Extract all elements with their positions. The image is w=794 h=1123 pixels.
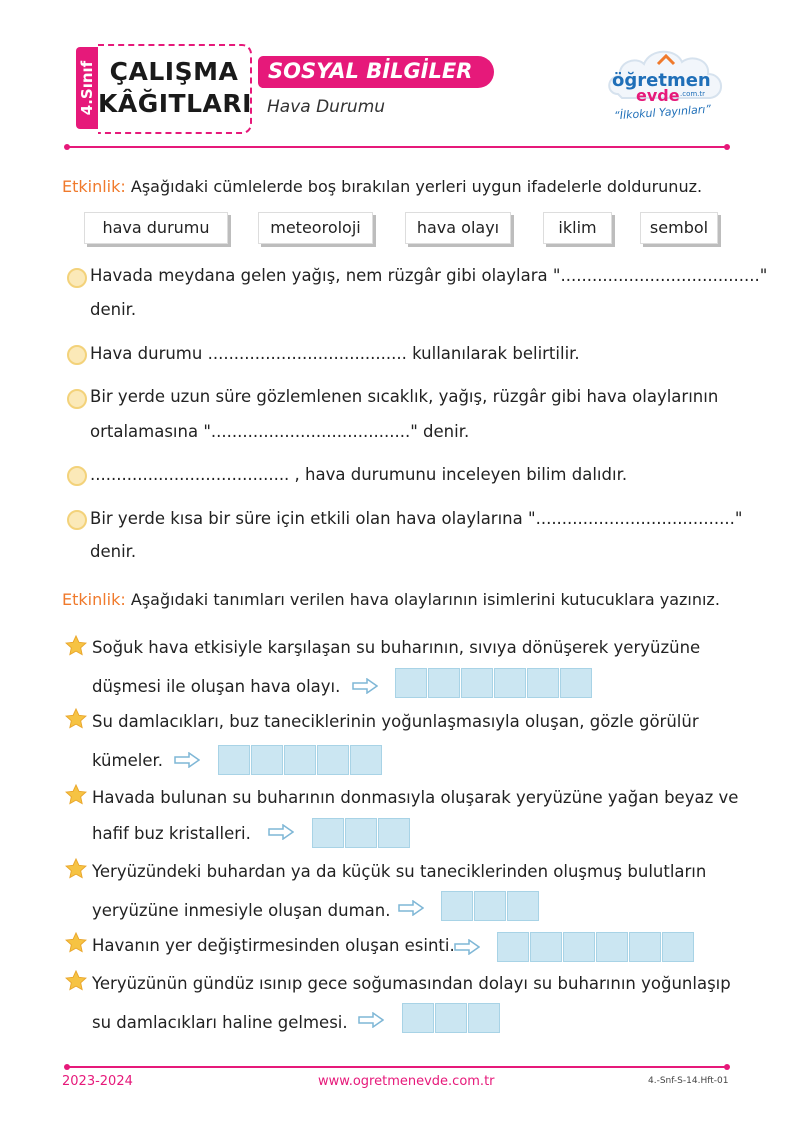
activity-2-instruction: Etkinlik: Aşağıdaki tanımları verilen hava olaylarının isimlerini kutucuklara yazınız. <box>62 590 720 609</box>
word-chip: iklim <box>543 212 612 244</box>
fill-sentence: ...................................... , hava durumunu inceleyen bilim dalıdır. <box>90 465 628 484</box>
answer-boxes[interactable] <box>497 932 695 962</box>
answer-cell[interactable] <box>218 745 250 775</box>
divider-dot <box>724 144 730 150</box>
word-chip: hava olayı <box>405 212 511 244</box>
activity-1-instruction: Etkinlik: Aşağıdaki cümlelerde boş bırakılan yerleri uygun ifadelerle doldurunuz. <box>62 177 703 196</box>
logo-main: öğretmen <box>612 70 711 91</box>
sun-bullet-icon <box>67 466 87 486</box>
sun-bullet-icon <box>67 510 87 530</box>
answer-cell[interactable] <box>312 818 344 848</box>
answer-cell[interactable] <box>596 932 628 962</box>
word-chip: hava durumu <box>84 212 228 244</box>
sun-bullet-icon <box>67 345 87 365</box>
definition-text: Havanın yer değiştirmesinden oluşan esinti. <box>92 936 455 955</box>
answer-cell[interactable] <box>507 891 539 921</box>
subject-banner <box>258 56 494 88</box>
arrow-right-icon <box>398 900 424 916</box>
grade-label: 4.Sınıf <box>78 60 96 116</box>
definition-text-cont: yeryüzüne inmesiyle oluşan duman. <box>92 901 391 920</box>
footer-code: 4.-Snf-S-14.Hft-01 <box>648 1076 729 1086</box>
divider-dot <box>64 144 70 150</box>
sun-bullet-icon <box>67 389 87 409</box>
answer-cell[interactable] <box>530 932 562 962</box>
answer-cell[interactable] <box>461 668 493 698</box>
answer-cell[interactable] <box>497 932 529 962</box>
fill-sentence: Bir yerde kısa bir süre için etkili olan hava olaylarına "......................................" <box>90 509 743 528</box>
arrow-right-icon <box>358 1012 384 1028</box>
fill-sentence-cont: ortalamasına "......................................" denir. <box>90 422 470 441</box>
footer-url[interactable]: www.ogretmenevde.com.tr <box>318 1074 495 1089</box>
definition-text-cont: hafif buz kristalleri. <box>92 824 251 843</box>
answer-cell[interactable] <box>563 932 595 962</box>
answer-cell[interactable] <box>441 891 473 921</box>
footer-divider <box>68 1066 726 1068</box>
definition-text-cont: düşmesi ile oluşan hava olayı. <box>92 677 341 696</box>
title-line-2: KÂĞITLARI <box>98 89 252 118</box>
arrow-right-icon <box>174 752 200 768</box>
star-bullet-icon <box>65 635 87 657</box>
answer-boxes[interactable] <box>395 668 593 698</box>
definition-text: Havada bulunan su buharının donmasıyla oluşarak yeryüzüne yağan beyaz ve <box>92 788 739 807</box>
fill-sentence: Havada meydana gelen yağış, nem rüzgâr gibi olaylara "......................................" <box>90 266 768 285</box>
definition-text: Su damlacıkları, buz taneciklerinin yoğunlaşmasıyla oluşan, gözle görülür <box>92 712 699 731</box>
answer-cell[interactable] <box>251 745 283 775</box>
arrow-right-icon <box>268 824 294 840</box>
answer-cell[interactable] <box>428 668 460 698</box>
star-bullet-icon <box>65 970 87 992</box>
answer-cell[interactable] <box>345 818 377 848</box>
topic-title: Hava Durumu <box>267 97 386 117</box>
answer-cell[interactable] <box>494 668 526 698</box>
answer-cell[interactable] <box>629 932 661 962</box>
footer-year: 2023-2024 <box>62 1074 133 1089</box>
title-box <box>98 44 252 134</box>
logo-sub: evde <box>636 86 680 105</box>
arrow-right-icon <box>454 939 480 955</box>
answer-cell[interactable] <box>317 745 349 775</box>
word-chip: sembol <box>640 212 718 244</box>
divider-dot <box>724 1064 730 1070</box>
star-bullet-icon <box>65 708 87 730</box>
definition-text-cont: su damlacıkları haline gelmesi. <box>92 1013 348 1032</box>
answer-boxes[interactable] <box>312 818 411 848</box>
fill-sentence-cont: denir. <box>90 300 137 319</box>
definition-text-cont: kümeler. <box>92 751 163 770</box>
sun-bullet-icon <box>67 268 87 288</box>
word-chip: meteoroloji <box>258 212 373 244</box>
arrow-right-icon <box>352 678 378 694</box>
grade-tab <box>76 47 98 129</box>
answer-cell[interactable] <box>560 668 592 698</box>
definition-text: Soğuk hava etkisiyle karşılaşan su buharının, sıvıya dönüşerek yeryüzüne <box>92 638 701 657</box>
divider-dot <box>64 1064 70 1070</box>
star-bullet-icon <box>65 932 87 954</box>
header-divider <box>68 146 726 148</box>
answer-cell[interactable] <box>378 818 410 848</box>
answer-cell[interactable] <box>284 745 316 775</box>
definition-text: Yeryüzündeki buhardan ya da küçük su taneciklerinden oluşmuş bulutların <box>92 862 707 881</box>
answer-cell[interactable] <box>395 668 427 698</box>
answer-cell[interactable] <box>468 1003 500 1033</box>
answer-cell[interactable] <box>474 891 506 921</box>
star-bullet-icon <box>65 784 87 806</box>
answer-cell[interactable] <box>350 745 382 775</box>
answer-cell[interactable] <box>402 1003 434 1033</box>
definition-text: Yeryüzünün gündüz ısınıp gece soğumasından dolayı su buharının yoğunlaşıp <box>92 974 731 993</box>
fill-sentence: Bir yerde uzun süre gözlemlenen sıcaklık, yağış, rüzgâr gibi hava olaylarının <box>90 387 719 406</box>
logo-domain: .com.tr <box>680 90 706 98</box>
logo-tagline: “İlkokul Yayınları” <box>613 102 712 123</box>
answer-cell[interactable] <box>527 668 559 698</box>
fill-sentence: Hava durumu ...................................... kullanılarak belirtilir. <box>90 344 580 363</box>
publisher-logo <box>604 44 730 130</box>
answer-cell[interactable] <box>662 932 694 962</box>
fill-sentence-cont: denir. <box>90 542 137 561</box>
subject-label: SOSYAL BİLGİLER <box>268 59 473 83</box>
answer-boxes[interactable] <box>441 891 540 921</box>
answer-cell[interactable] <box>435 1003 467 1033</box>
answer-boxes[interactable] <box>218 745 383 775</box>
title-line-1: ÇALIŞMA <box>109 57 239 86</box>
star-bullet-icon <box>65 858 87 880</box>
answer-boxes[interactable] <box>402 1003 501 1033</box>
